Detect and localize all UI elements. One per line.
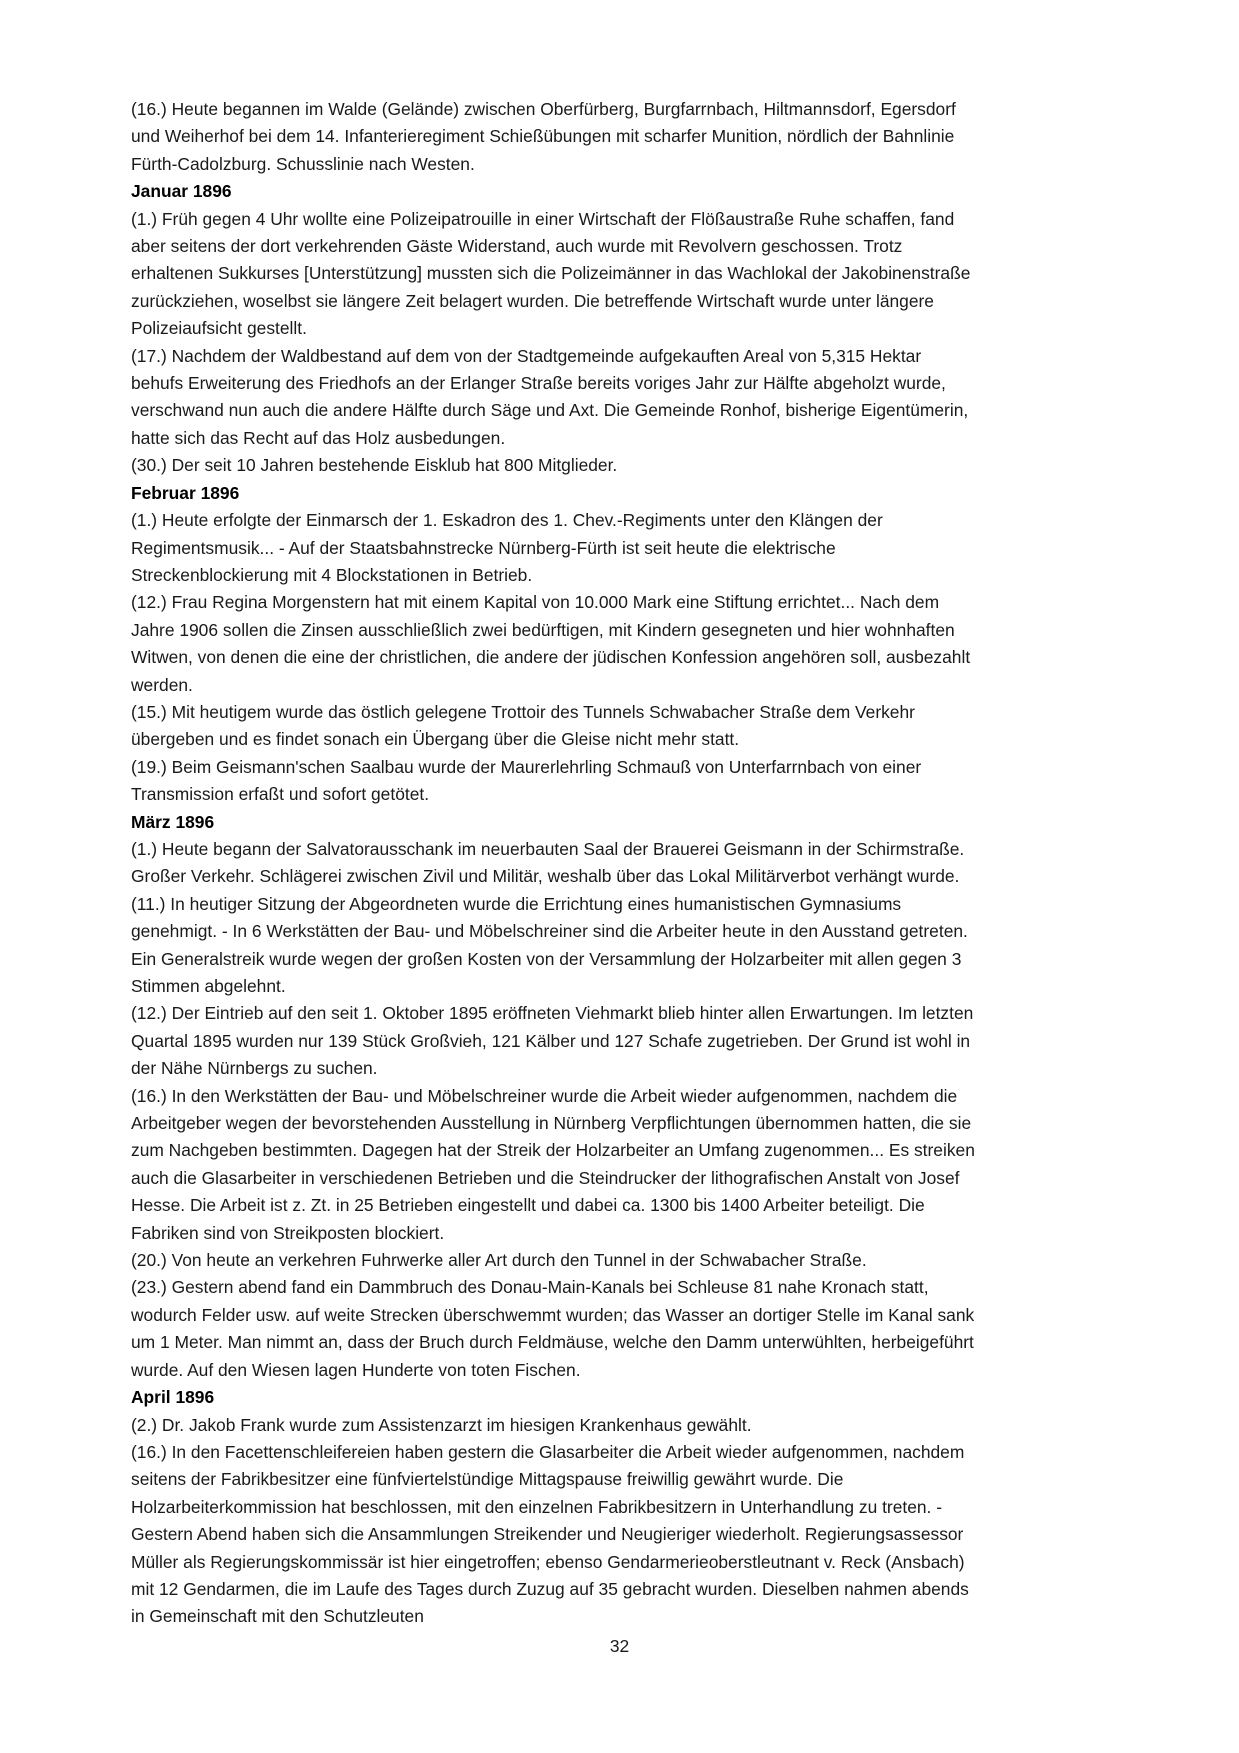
paragraph: (19.) Beim Geismann'schen Saalbau wurde der Maurerlehrling Schmauß von Unterfarrnbach von einer Transmission erfaßt und sofort getötet. xyxy=(131,756,922,805)
page-number: 32 xyxy=(609,1636,630,1656)
paragraph: (20.) Von heute an verkehren Fuhrwerke aller Art durch den Tunnel in der Schwabacher Straße. xyxy=(131,1250,867,1271)
paragraph: (12.) Der Eintrieb auf den seit 1. Oktober 1895 eröffneten Viehmarkt blieb hinter allen Erwartungen. Im letzten Quartal 1895 wurden nur 139 Stück Großvieh, 121 Kälber und 127 Schafe zugetrieben. Der Grund ist wohl in der Nähe Nürnbergs zu suchen. xyxy=(131,1003,974,1079)
section-heading-januar-1896: Januar 1896 xyxy=(131,181,232,202)
paragraph: (12.) Frau Regina Morgenstern hat mit einem Kapital von 10.000 Mark eine Stiftung errichtet... Nach dem Jahre 1906 sollen die Zinsen ausschließlich zwei bedürftigen, mit Kindern gesegneten und hier wohnhaften Witwen, von denen die eine der christlichen, die andere der jüdischen Konfession angehören soll, ausbezahlt werden. xyxy=(131,592,971,695)
paragraph: (17.) Nachdem der Waldbestand auf dem von der Stadtgemeinde aufgekauften Areal von 5,315 Hektar behufs Erweiterung des Friedhofs an der Erlanger Straße bereits voriges Jahr zur Hälfte abgeholzt wurde, verschwand nun auch die andere Hälfte durch Säge und Axt. Die Gemeinde Ronhof, bisherige Eigentümerin, hatte sich das Recht auf das Holz ausbedungen. xyxy=(131,345,969,448)
paragraph: (1.) Heute erfolgte der Einmarsch der 1. Eskadron des 1. Chev.-Regiments unter den Klängen der Regimentsmusik... - Auf der Staatsbahnstrecke Nürnberg-Fürth ist seit heute die elektrische Streckenblockierung mit 4 Blockstationen in Betrieb. xyxy=(131,510,883,585)
section-heading-maerz-1896: März 1896 xyxy=(131,811,215,832)
paragraph: (23.) Gestern abend fand ein Dammbruch des Donau-Main-Kanals bei Schleuse 81 nahe Kronach statt, wodurch Felder usw. auf weite Strecken überschwemmt wurden; das Wasser an dortiger Stelle im Kanal sank um 1 Meter. Man nimmt an, dass der Bruch durch Feldmäuse, welche den Damm unterwühlten, herbeigeführt wurde. Auf den Wiesen lagen Hunderte von toten Fischen. xyxy=(131,1277,975,1380)
paragraph: (1.) Früh gegen 4 Uhr wollte eine Polizeipatrouille in einer Wirtschaft der Flößaustraße Ruhe schaffen, fand aber seitens der dort verkehrenden Gäste Widerstand, auch wurde mit Revolvern geschossen. Trotz erhaltenen Sukkurses [Unterstützung] mussten sich die Polizeimänner in das Wachlokal der Jakobinenstraße zurückziehen, woselbst sie längere Zeit belagert wurden. Die betreffende Wirtschaft wurde unter längere Polizeiaufsicht gestellt. xyxy=(131,208,971,339)
paragraph: (16.) In den Werkstätten der Bau- und Möbelschreiner wurde die Arbeit wieder aufgenommen, nachdem die Arbeitgeber wegen der bevorstehenden Ausstellung in Nürnberg Verpflichtungen übernommen hatten, die sie zum Nachgeben bestimmten. Dagegen hat der Streik der Holzarbeiter an Umfang zugenommen... Es streiken auch die Glasarbeiter in verschiedenen Betrieben und die Steindrucker der lithografischen Anstalt von Josef Hesse. Die Arbeit ist z. Zt. in 25 Betrieben eingestellt und dabei ca. 1300 bis 1400 Arbeiter beteiligt. Die Fabriken sind von Streikposten blockiert. xyxy=(131,1085,975,1243)
document-body xyxy=(131,96,977,1631)
section-heading-april-1896: April 1896 xyxy=(131,1387,215,1408)
paragraph: (16.) In den Facettenschleifereien haben gestern die Glasarbeiter die Arbeit wieder aufgenommen, nachdem seitens der Fabrikbesitzer eine fünfviertelstündige Mittagspause freiwillig gewährt wurde. Die Holzarbeiterkommission hat beschlossen, mit den einzelnen Fabrikbesitzern in Unterhandlung zu treten. - Gestern Abend haben sich die Ansammlungen Streikender und Neugieriger wiederholt. Regierungsassessor Müller als Regierungskommissär ist hier eingetroffen; ebenso Gendarmerieoberstleutnant v. Reck (Ansbach) mit 12 Gendarmen, die im Laufe des Tages durch Zuzug auf 35 gebracht wurden. Dieselben nahmen abends in Gemeinschaft mit den Schutzleuten xyxy=(131,1441,969,1627)
paragraph: (11.) In heutiger Sitzung der Abgeordneten wurde die Errichtung eines humanistischen Gymnasiums genehmigt. - In 6 Werkstätten der Bau- und Möbelschreiner sind die Arbeiter heute in den Ausstand getreten. Ein Generalstreik wurde wegen der großen Kosten von der Versammlung der Holzarbeiter mit allen gegen 3 Stimmen abgelehnt. xyxy=(131,893,968,996)
paragraph: (2.) Dr. Jakob Frank wurde zum Assistenzarzt im hiesigen Krankenhaus gewählt. xyxy=(131,1414,752,1435)
paragraph: (15.) Mit heutigem wurde das östlich gelegene Trottoir des Tunnels Schwabacher Straße dem Verkehr übergeben und es findet sonach ein Übergang über die Gleise nicht mehr statt. xyxy=(131,701,915,750)
paragraph: (30.) Der seit 10 Jahren bestehende Eisklub hat 800 Mitglieder. xyxy=(131,455,618,476)
paragraph: (1.) Heute begann der Salvatorausschank im neuerbauten Saal der Brauerei Geismann in der Schirmstraße. Großer Verkehr. Schlägerei zwischen Zivil und Militär, weshalb über das Lokal Militärverbot verhängt wurde. xyxy=(131,838,965,887)
paragraph: (16.) Heute begannen im Walde (Gelände) zwischen Oberfürberg, Burgfarrnbach, Hiltmannsdorf, Egersdorf und Weiherhof bei dem 14. Infanterieregiment Schießübungen mit scharfer Munition, nördlich der Bahnlinie Fürth-Cadolzburg. Schusslinie nach Westen. xyxy=(131,99,956,174)
section-heading-februar-1896: Februar 1896 xyxy=(131,482,240,503)
